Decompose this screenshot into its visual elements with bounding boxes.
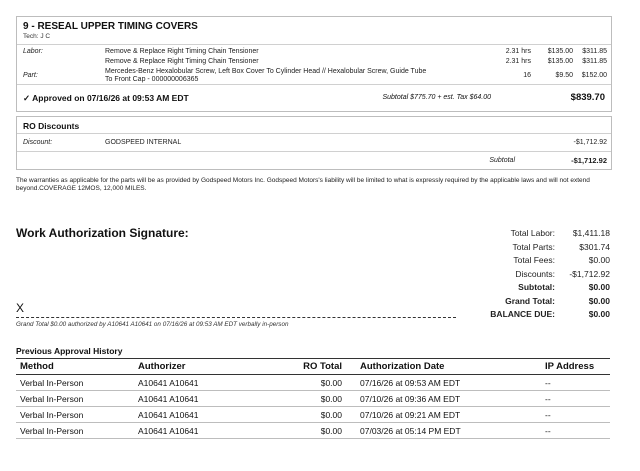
part-amount: $152.00 bbox=[581, 72, 607, 79]
discount-subtotal: -$1,712.92 bbox=[571, 156, 607, 165]
table-row bbox=[16, 423, 610, 439]
discount-label: Discount: bbox=[23, 139, 53, 146]
col-ip-address: IP Address bbox=[541, 359, 610, 375]
summary-label: Discounts: bbox=[515, 268, 555, 279]
job-header bbox=[17, 17, 611, 45]
signature-x: X bbox=[16, 301, 25, 315]
cell-method: Verbal In-Person bbox=[16, 375, 134, 391]
cell-ro-total: $0.00 bbox=[274, 375, 356, 391]
cell-authorization-date: 07/10/26 at 09:36 AM EDT bbox=[356, 391, 541, 407]
cell-authorizer: A10641 A10641 bbox=[134, 375, 274, 391]
signature-title: Work Authorization Signature: bbox=[16, 226, 189, 240]
cell-ip-address: -- bbox=[541, 375, 610, 391]
job-tech: Tech: J C bbox=[23, 33, 51, 40]
cell-ro-total: $0.00 bbox=[274, 407, 356, 423]
subtotal-note: Subtotal $775.70 + est. Tax $64.00 bbox=[382, 94, 491, 101]
cell-authorizer: A10641 A10641 bbox=[134, 407, 274, 423]
cell-authorizer: A10641 A10641 bbox=[134, 423, 274, 439]
discount-name: GODSPEED INTERNAL bbox=[105, 139, 182, 146]
part-desc: Mercedes-Benz Hexalobular Screw, Left Box Cover To Cylinder Head // Hexalobular Screw, Guide Tube bbox=[105, 68, 427, 75]
cell-ro-total: $0.00 bbox=[274, 423, 356, 439]
labor-desc: Remove & Replace Right Timing Chain Tensioner bbox=[105, 48, 259, 55]
part-qty: 16 bbox=[523, 72, 531, 79]
approval-status: ✓ Approved on 07/16/26 at 09:53 AM EDT bbox=[23, 93, 189, 103]
discount-subtotal-label: Subtotal bbox=[489, 157, 515, 164]
discounts-title: RO Discounts bbox=[17, 117, 611, 134]
table-row bbox=[16, 391, 610, 407]
labor-amount: $311.85 bbox=[582, 48, 607, 55]
cell-authorization-date: 07/10/26 at 09:21 AM EDT bbox=[356, 407, 541, 423]
job-card bbox=[16, 16, 612, 112]
cell-ip-address: -- bbox=[541, 423, 610, 439]
discount-amount: -$1,712.92 bbox=[573, 139, 607, 146]
summary-value: $1,411.18 bbox=[572, 228, 610, 238]
table-row bbox=[16, 407, 610, 423]
summary-label: Total Fees: bbox=[513, 255, 555, 265]
authorization-note: Grand Total $0.00 authorized by A10641 A10641 on 07/16/26 at 09:53 AM EDT verbally in-person bbox=[16, 321, 289, 328]
approval-bar bbox=[17, 84, 611, 111]
job-total: $839.70 bbox=[570, 92, 605, 103]
discount-subtotal-row bbox=[17, 151, 611, 169]
summary-label: BALANCE DUE: bbox=[490, 309, 555, 319]
col-ro-total: RO Total bbox=[274, 359, 356, 375]
summary-value: $0.00 bbox=[588, 309, 610, 319]
col-method: Method bbox=[16, 359, 134, 375]
labor-label: Labor: bbox=[23, 48, 43, 55]
part-rate: $9.50 bbox=[555, 72, 573, 79]
summary-value: $0.00 bbox=[588, 255, 610, 265]
col-authorizer: Authorizer bbox=[134, 359, 274, 375]
history-title: Previous Approval History bbox=[16, 346, 123, 356]
part-label: Part: bbox=[23, 72, 38, 79]
discounts-card bbox=[16, 116, 612, 170]
cell-method: Verbal In-Person bbox=[16, 407, 134, 423]
labor-desc: Remove & Replace Right Timing Chain Tensioner bbox=[105, 58, 259, 65]
cell-method: Verbal In-Person bbox=[16, 423, 134, 439]
labor-rate: $135.00 bbox=[547, 48, 573, 55]
col-authorization-date: Authorization Date bbox=[356, 359, 541, 375]
cell-ip-address: -- bbox=[541, 407, 610, 423]
warranty-text: The warranties as applicable for the parts will be as provided by Godspeed Motors Inc. Godspeed Motors's liability will be limited to what is expressly required by the applicable laws and will not extend beyond.COVERAGE 12MOS, 12,000 MILES. bbox=[16, 177, 590, 192]
summary-value: $301.74 bbox=[579, 241, 610, 252]
summary-value: -$1,712.92 bbox=[569, 268, 610, 279]
cell-ip-address: -- bbox=[541, 391, 610, 407]
labor-rate: $135.00 bbox=[547, 58, 573, 65]
summary-label: Subtotal: bbox=[518, 282, 555, 292]
cell-authorization-date: 07/16/26 at 09:53 AM EDT bbox=[356, 375, 541, 391]
summary-value: $0.00 bbox=[588, 295, 610, 306]
history-header-row bbox=[16, 359, 610, 375]
cell-authorization-date: 07/03/26 at 05:14 PM EDT bbox=[356, 423, 541, 439]
history-table bbox=[16, 358, 610, 439]
cell-authorizer: A10641 A10641 bbox=[134, 391, 274, 407]
summary-label: Total Labor: bbox=[510, 228, 555, 238]
labor-qty: 2.31 hrs bbox=[505, 48, 531, 55]
signature-line[interactable] bbox=[16, 317, 456, 318]
summary-value: $0.00 bbox=[588, 282, 610, 292]
job-title: 9 - RESEAL UPPER TIMING COVERS bbox=[23, 21, 198, 32]
cell-method: Verbal In-Person bbox=[16, 391, 134, 407]
labor-amount: $311.85 bbox=[582, 58, 607, 65]
discount-row bbox=[17, 134, 611, 152]
labor-qty: 2.31 hrs bbox=[505, 58, 531, 65]
part-desc-2: To Front Cap - 000000006365 bbox=[105, 76, 199, 83]
cell-ro-total: $0.00 bbox=[274, 391, 356, 407]
table-row bbox=[16, 375, 610, 391]
summary-label: Grand Total: bbox=[505, 295, 555, 306]
summary-label: Total Parts: bbox=[512, 241, 555, 252]
